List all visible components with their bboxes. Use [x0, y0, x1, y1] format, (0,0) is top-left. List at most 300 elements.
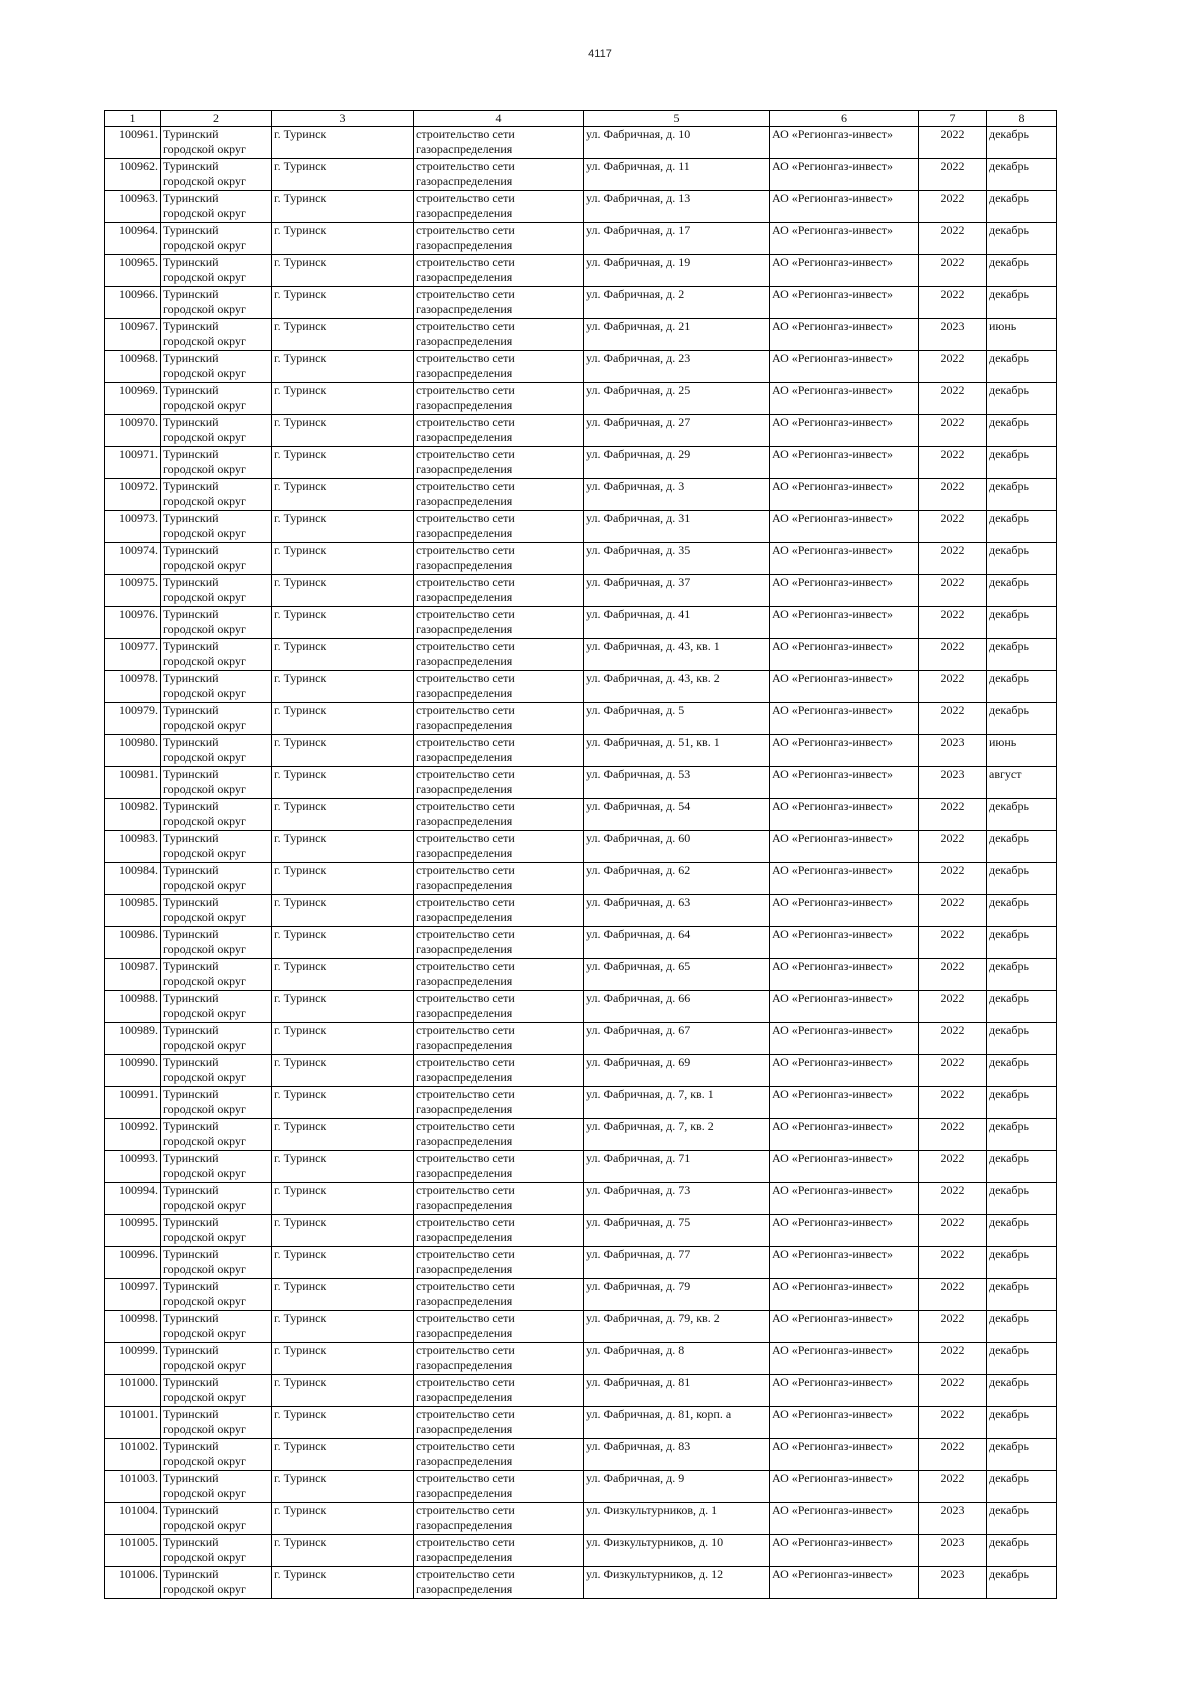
cell-contractor: АО «Регионгаз-инвест»	[770, 511, 919, 543]
cell-locality: г. Туринск	[272, 127, 414, 159]
cell-address: ул. Фабричная, д. 53	[584, 767, 770, 799]
cell-work-type: строительство сети газораспределения	[414, 735, 584, 767]
cell-work-type: строительство сети газораспределения	[414, 959, 584, 991]
cell-year: 2022	[919, 1471, 987, 1503]
cell-work-type: строительство сети газораспределения	[414, 415, 584, 447]
cell-locality: г. Туринск	[272, 1279, 414, 1311]
cell-month: декабрь	[987, 255, 1057, 287]
cell-municipality: Туринский городской округ	[161, 735, 272, 767]
table-row	[105, 447, 1057, 479]
cell-month: декабрь	[987, 575, 1057, 607]
cell-contractor: АО «Регионгаз-инвест»	[770, 383, 919, 415]
cell-address: ул. Фабричная, д. 60	[584, 831, 770, 863]
cell-row-number: 100990.	[105, 1055, 161, 1087]
cell-work-type: строительство сети газораспределения	[414, 1471, 584, 1503]
cell-locality: г. Туринск	[272, 1215, 414, 1247]
cell-municipality: Туринский городской округ	[161, 383, 272, 415]
table-row	[105, 1087, 1057, 1119]
cell-contractor: АО «Регионгаз-инвест»	[770, 959, 919, 991]
cell-work-type: строительство сети газораспределения	[414, 703, 584, 735]
cell-address: ул. Фабричная, д. 77	[584, 1247, 770, 1279]
cell-row-number: 100962.	[105, 159, 161, 191]
cell-address: ул. Фабричная, д. 64	[584, 927, 770, 959]
cell-municipality: Туринский городской округ	[161, 447, 272, 479]
cell-work-type: строительство сети газораспределения	[414, 159, 584, 191]
cell-address: ул. Фабричная, д. 79, кв. 2	[584, 1311, 770, 1343]
table-row	[105, 1247, 1057, 1279]
cell-locality: г. Туринск	[272, 1247, 414, 1279]
cell-year: 2022	[919, 447, 987, 479]
cell-work-type: строительство сети газораспределения	[414, 895, 584, 927]
cell-municipality: Туринский городской округ	[161, 927, 272, 959]
cell-year: 2023	[919, 1535, 987, 1567]
cell-municipality: Туринский городской округ	[161, 1119, 272, 1151]
cell-municipality: Туринский городской округ	[161, 1471, 272, 1503]
cell-municipality: Туринский городской округ	[161, 831, 272, 863]
cell-month: декабрь	[987, 287, 1057, 319]
cell-locality: г. Туринск	[272, 1087, 414, 1119]
cell-contractor: АО «Регионгаз-инвест»	[770, 479, 919, 511]
cell-year: 2022	[919, 703, 987, 735]
cell-locality: г. Туринск	[272, 543, 414, 575]
cell-municipality: Туринский городской округ	[161, 1183, 272, 1215]
cell-year: 2022	[919, 383, 987, 415]
table-row	[105, 1439, 1057, 1471]
cell-contractor: АО «Регионгаз-инвест»	[770, 351, 919, 383]
cell-work-type: строительство сети газораспределения	[414, 543, 584, 575]
cell-municipality: Туринский городской округ	[161, 1311, 272, 1343]
cell-year: 2022	[919, 671, 987, 703]
header-row	[105, 111, 1057, 127]
cell-row-number: 101006.	[105, 1567, 161, 1599]
table-row	[105, 735, 1057, 767]
cell-contractor: АО «Регионгаз-инвест»	[770, 127, 919, 159]
cell-municipality: Туринский городской округ	[161, 1023, 272, 1055]
cell-locality: г. Туринск	[272, 1055, 414, 1087]
cell-locality: г. Туринск	[272, 1119, 414, 1151]
cell-work-type: строительство сети газораспределения	[414, 1279, 584, 1311]
cell-month: декабрь	[987, 1439, 1057, 1471]
cell-work-type: строительство сети газораспределения	[414, 1407, 584, 1439]
cell-work-type: строительство сети газораспределения	[414, 223, 584, 255]
cell-month: декабрь	[987, 447, 1057, 479]
column-header: 4	[414, 111, 584, 127]
cell-address: ул. Фабричная, д. 2	[584, 287, 770, 319]
cell-contractor: АО «Регионгаз-инвест»	[770, 607, 919, 639]
cell-locality: г. Туринск	[272, 1439, 414, 1471]
cell-row-number: 100982.	[105, 799, 161, 831]
cell-work-type: строительство сети газораспределения	[414, 1215, 584, 1247]
cell-year: 2022	[919, 1023, 987, 1055]
cell-contractor: АО «Регионгаз-инвест»	[770, 703, 919, 735]
cell-address: ул. Физкультурников, д. 12	[584, 1567, 770, 1599]
cell-row-number: 100981.	[105, 767, 161, 799]
cell-row-number: 100964.	[105, 223, 161, 255]
cell-locality: г. Туринск	[272, 703, 414, 735]
cell-work-type: строительство сети газораспределения	[414, 991, 584, 1023]
cell-month: декабрь	[987, 1375, 1057, 1407]
cell-contractor: АО «Регионгаз-инвест»	[770, 671, 919, 703]
cell-row-number: 100985.	[105, 895, 161, 927]
table-row	[105, 159, 1057, 191]
cell-month: декабрь	[987, 895, 1057, 927]
table-row	[105, 383, 1057, 415]
cell-month: июнь	[987, 319, 1057, 351]
cell-address: ул. Фабричная, д. 67	[584, 1023, 770, 1055]
cell-month: декабрь	[987, 543, 1057, 575]
table-row	[105, 319, 1057, 351]
cell-locality: г. Туринск	[272, 1535, 414, 1567]
table-row	[105, 959, 1057, 991]
cell-contractor: АО «Регионгаз-инвест»	[770, 255, 919, 287]
cell-month: декабрь	[987, 1535, 1057, 1567]
table-row	[105, 639, 1057, 671]
cell-year: 2022	[919, 1087, 987, 1119]
cell-municipality: Туринский городской округ	[161, 511, 272, 543]
cell-work-type: строительство сети газораспределения	[414, 1343, 584, 1375]
cell-contractor: АО «Регионгаз-инвест»	[770, 1119, 919, 1151]
cell-year: 2022	[919, 1311, 987, 1343]
cell-contractor: АО «Регионгаз-инвест»	[770, 415, 919, 447]
cell-municipality: Туринский городской округ	[161, 1407, 272, 1439]
cell-municipality: Туринский городской округ	[161, 1343, 272, 1375]
cell-work-type: строительство сети газораспределения	[414, 863, 584, 895]
cell-row-number: 101004.	[105, 1503, 161, 1535]
table-row	[105, 1023, 1057, 1055]
cell-row-number: 100967.	[105, 319, 161, 351]
cell-address: ул. Фабричная, д. 29	[584, 447, 770, 479]
cell-address: ул. Фабричная, д. 3	[584, 479, 770, 511]
column-header: 5	[584, 111, 770, 127]
cell-municipality: Туринский городской округ	[161, 543, 272, 575]
cell-row-number: 100978.	[105, 671, 161, 703]
cell-year: 2022	[919, 1183, 987, 1215]
cell-address: ул. Фабричная, д. 66	[584, 991, 770, 1023]
cell-address: ул. Фабричная, д. 31	[584, 511, 770, 543]
cell-municipality: Туринский городской округ	[161, 1375, 272, 1407]
cell-locality: г. Туринск	[272, 1407, 414, 1439]
cell-locality: г. Туринск	[272, 895, 414, 927]
cell-month: декабрь	[987, 1055, 1057, 1087]
cell-row-number: 100974.	[105, 543, 161, 575]
table-row	[105, 287, 1057, 319]
cell-month: декабрь	[987, 191, 1057, 223]
cell-address: ул. Фабричная, д. 69	[584, 1055, 770, 1087]
cell-year: 2022	[919, 415, 987, 447]
cell-year: 2022	[919, 799, 987, 831]
cell-month: декабрь	[987, 1151, 1057, 1183]
table-row	[105, 415, 1057, 447]
table-row	[105, 1343, 1057, 1375]
cell-municipality: Туринский городской округ	[161, 863, 272, 895]
table-row	[105, 831, 1057, 863]
cell-locality: г. Туринск	[272, 479, 414, 511]
table-row	[105, 223, 1057, 255]
cell-month: декабрь	[987, 1503, 1057, 1535]
cell-address: ул. Фабричная, д. 71	[584, 1151, 770, 1183]
cell-row-number: 100992.	[105, 1119, 161, 1151]
cell-municipality: Туринский городской округ	[161, 671, 272, 703]
cell-month: декабрь	[987, 831, 1057, 863]
column-header: 3	[272, 111, 414, 127]
cell-address: ул. Фабричная, д. 8	[584, 1343, 770, 1375]
cell-year: 2022	[919, 159, 987, 191]
cell-locality: г. Туринск	[272, 927, 414, 959]
table-row	[105, 703, 1057, 735]
cell-contractor: АО «Регионгаз-инвест»	[770, 223, 919, 255]
cell-contractor: АО «Регионгаз-инвест»	[770, 1151, 919, 1183]
cell-month: декабрь	[987, 607, 1057, 639]
cell-municipality: Туринский городской округ	[161, 703, 272, 735]
cell-municipality: Туринский городской округ	[161, 1567, 272, 1599]
cell-year: 2023	[919, 1567, 987, 1599]
cell-month: декабрь	[987, 223, 1057, 255]
cell-year: 2022	[919, 511, 987, 543]
cell-municipality: Туринский городской округ	[161, 1503, 272, 1535]
cell-year: 2022	[919, 127, 987, 159]
cell-contractor: АО «Регионгаз-инвест»	[770, 1023, 919, 1055]
cell-municipality: Туринский городской округ	[161, 191, 272, 223]
cell-year: 2022	[919, 351, 987, 383]
cell-municipality: Туринский городской округ	[161, 799, 272, 831]
cell-address: ул. Фабричная, д. 17	[584, 223, 770, 255]
cell-work-type: строительство сети газораспределения	[414, 447, 584, 479]
cell-contractor: АО «Регионгаз-инвест»	[770, 319, 919, 351]
cell-month: декабрь	[987, 799, 1057, 831]
cell-municipality: Туринский городской округ	[161, 991, 272, 1023]
cell-row-number: 100986.	[105, 927, 161, 959]
cell-contractor: АО «Регионгаз-инвест»	[770, 863, 919, 895]
cell-row-number: 100976.	[105, 607, 161, 639]
cell-municipality: Туринский городской округ	[161, 895, 272, 927]
cell-work-type: строительство сети газораспределения	[414, 575, 584, 607]
cell-work-type: строительство сети газораспределения	[414, 319, 584, 351]
cell-locality: г. Туринск	[272, 575, 414, 607]
cell-row-number: 101000.	[105, 1375, 161, 1407]
cell-row-number: 100969.	[105, 383, 161, 415]
cell-contractor: АО «Регионгаз-инвест»	[770, 1311, 919, 1343]
cell-row-number: 100994.	[105, 1183, 161, 1215]
cell-locality: г. Туринск	[272, 351, 414, 383]
cell-contractor: АО «Регионгаз-инвест»	[770, 831, 919, 863]
cell-contractor: АО «Регионгаз-инвест»	[770, 639, 919, 671]
cell-row-number: 100975.	[105, 575, 161, 607]
cell-row-number: 100988.	[105, 991, 161, 1023]
cell-month: декабрь	[987, 1407, 1057, 1439]
cell-year: 2022	[919, 1119, 987, 1151]
cell-contractor: АО «Регионгаз-инвест»	[770, 1375, 919, 1407]
cell-locality: г. Туринск	[272, 447, 414, 479]
cell-address: ул. Фабричная, д. 83	[584, 1439, 770, 1471]
cell-work-type: строительство сети газораспределения	[414, 1503, 584, 1535]
cell-address: ул. Фабричная, д. 7, кв. 2	[584, 1119, 770, 1151]
cell-row-number: 100966.	[105, 287, 161, 319]
cell-work-type: строительство сети газораспределения	[414, 671, 584, 703]
cell-year: 2022	[919, 927, 987, 959]
cell-municipality: Туринский городской округ	[161, 575, 272, 607]
cell-address: ул. Фабричная, д. 81, корп. а	[584, 1407, 770, 1439]
cell-contractor: АО «Регионгаз-инвест»	[770, 1439, 919, 1471]
cell-year: 2022	[919, 1247, 987, 1279]
cell-locality: г. Туринск	[272, 671, 414, 703]
cell-contractor: АО «Регионгаз-инвест»	[770, 159, 919, 191]
cell-locality: г. Туринск	[272, 991, 414, 1023]
page-number: 4117	[588, 48, 612, 60]
table-row	[105, 1119, 1057, 1151]
cell-locality: г. Туринск	[272, 415, 414, 447]
cell-locality: г. Туринск	[272, 1023, 414, 1055]
cell-year: 2022	[919, 1375, 987, 1407]
cell-contractor: АО «Регионгаз-инвест»	[770, 575, 919, 607]
table-row	[105, 351, 1057, 383]
cell-locality: г. Туринск	[272, 831, 414, 863]
table-row	[105, 479, 1057, 511]
cell-contractor: АО «Регионгаз-инвест»	[770, 1407, 919, 1439]
table-row	[105, 575, 1057, 607]
cell-municipality: Туринский городской округ	[161, 1151, 272, 1183]
cell-address: ул. Фабричная, д. 75	[584, 1215, 770, 1247]
table-row	[105, 1535, 1057, 1567]
cell-work-type: строительство сети газораспределения	[414, 1375, 584, 1407]
cell-contractor: АО «Регионгаз-инвест»	[770, 991, 919, 1023]
cell-month: декабрь	[987, 1343, 1057, 1375]
cell-locality: г. Туринск	[272, 255, 414, 287]
cell-locality: г. Туринск	[272, 1503, 414, 1535]
cell-row-number: 101001.	[105, 1407, 161, 1439]
cell-year: 2023	[919, 735, 987, 767]
cell-year: 2022	[919, 607, 987, 639]
table-row	[105, 1183, 1057, 1215]
cell-address: ул. Физкультурников, д. 1	[584, 1503, 770, 1535]
column-header: 6	[770, 111, 919, 127]
cell-address: ул. Фабричная, д. 25	[584, 383, 770, 415]
cell-work-type: строительство сети газораспределения	[414, 1535, 584, 1567]
cell-municipality: Туринский городской округ	[161, 351, 272, 383]
table-row	[105, 127, 1057, 159]
column-header: 7	[919, 111, 987, 127]
cell-work-type: строительство сети газораспределения	[414, 287, 584, 319]
table-row	[105, 767, 1057, 799]
cell-month: декабрь	[987, 1023, 1057, 1055]
cell-locality: г. Туринск	[272, 1567, 414, 1599]
cell-contractor: АО «Регионгаз-инвест»	[770, 1215, 919, 1247]
cell-month: декабрь	[987, 159, 1057, 191]
cell-month: декабрь	[987, 1247, 1057, 1279]
cell-municipality: Туринский городской округ	[161, 1279, 272, 1311]
cell-locality: г. Туринск	[272, 1471, 414, 1503]
cell-row-number: 100993.	[105, 1151, 161, 1183]
cell-contractor: АО «Регионгаз-инвест»	[770, 1087, 919, 1119]
cell-locality: г. Туринск	[272, 1183, 414, 1215]
table-row	[105, 543, 1057, 575]
cell-year: 2022	[919, 959, 987, 991]
cell-row-number: 100991.	[105, 1087, 161, 1119]
cell-year: 2022	[919, 895, 987, 927]
cell-address: ул. Фабричная, д. 7, кв. 1	[584, 1087, 770, 1119]
cell-municipality: Туринский городской округ	[161, 1439, 272, 1471]
cell-municipality: Туринский городской округ	[161, 319, 272, 351]
cell-year: 2022	[919, 1343, 987, 1375]
cell-contractor: АО «Регионгаз-инвест»	[770, 1343, 919, 1375]
cell-row-number: 100970.	[105, 415, 161, 447]
cell-municipality: Туринский городской округ	[161, 639, 272, 671]
cell-month: декабрь	[987, 671, 1057, 703]
cell-municipality: Туринский городской округ	[161, 767, 272, 799]
cell-row-number: 100995.	[105, 1215, 161, 1247]
cell-year: 2022	[919, 863, 987, 895]
column-header: 2	[161, 111, 272, 127]
cell-row-number: 100979.	[105, 703, 161, 735]
cell-work-type: строительство сети газораспределения	[414, 831, 584, 863]
cell-work-type: строительство сети газораспределения	[414, 927, 584, 959]
cell-contractor: АО «Регионгаз-инвест»	[770, 1567, 919, 1599]
table-row	[105, 991, 1057, 1023]
cell-locality: г. Туринск	[272, 1311, 414, 1343]
cell-row-number: 100983.	[105, 831, 161, 863]
cell-work-type: строительство сети газораспределения	[414, 767, 584, 799]
cell-municipality: Туринский городской округ	[161, 1215, 272, 1247]
cell-year: 2022	[919, 287, 987, 319]
cell-address: ул. Фабричная, д. 79	[584, 1279, 770, 1311]
cell-work-type: строительство сети газораспределения	[414, 255, 584, 287]
table-row	[105, 1311, 1057, 1343]
cell-work-type: строительство сети газораспределения	[414, 1183, 584, 1215]
cell-municipality: Туринский городской округ	[161, 223, 272, 255]
cell-month: декабрь	[987, 127, 1057, 159]
cell-work-type: строительство сети газораспределения	[414, 383, 584, 415]
cell-row-number: 100972.	[105, 479, 161, 511]
cell-month: декабрь	[987, 959, 1057, 991]
cell-municipality: Туринский городской округ	[161, 1055, 272, 1087]
cell-address: ул. Фабричная, д. 23	[584, 351, 770, 383]
table-row	[105, 511, 1057, 543]
cell-address: ул. Фабричная, д. 10	[584, 127, 770, 159]
cell-row-number: 101005.	[105, 1535, 161, 1567]
cell-month: декабрь	[987, 351, 1057, 383]
cell-contractor: АО «Регионгаз-инвест»	[770, 543, 919, 575]
cell-address: ул. Фабричная, д. 37	[584, 575, 770, 607]
cell-month: декабрь	[987, 383, 1057, 415]
table-row	[105, 1279, 1057, 1311]
cell-year: 2022	[919, 1151, 987, 1183]
table-row	[105, 1503, 1057, 1535]
cell-year: 2022	[919, 831, 987, 863]
cell-work-type: строительство сети газораспределения	[414, 191, 584, 223]
cell-row-number: 100998.	[105, 1311, 161, 1343]
cell-contractor: АО «Регионгаз-инвест»	[770, 1535, 919, 1567]
cell-year: 2022	[919, 639, 987, 671]
cell-address: ул. Фабричная, д. 41	[584, 607, 770, 639]
cell-row-number: 100999.	[105, 1343, 161, 1375]
cell-month: декабрь	[987, 1567, 1057, 1599]
table-row	[105, 1215, 1057, 1247]
cell-row-number: 100968.	[105, 351, 161, 383]
table-row	[105, 1407, 1057, 1439]
cell-address: ул. Фабричная, д. 63	[584, 895, 770, 927]
cell-work-type: строительство сети газораспределения	[414, 1567, 584, 1599]
cell-address: ул. Фабричная, д. 5	[584, 703, 770, 735]
cell-month: июнь	[987, 735, 1057, 767]
cell-municipality: Туринский городской округ	[161, 159, 272, 191]
cell-work-type: строительство сети газораспределения	[414, 1055, 584, 1087]
cell-municipality: Туринский городской округ	[161, 959, 272, 991]
cell-year: 2022	[919, 1055, 987, 1087]
cell-month: декабрь	[987, 511, 1057, 543]
cell-row-number: 100987.	[105, 959, 161, 991]
cell-municipality: Туринский городской округ	[161, 287, 272, 319]
table-row	[105, 927, 1057, 959]
cell-year: 2022	[919, 255, 987, 287]
